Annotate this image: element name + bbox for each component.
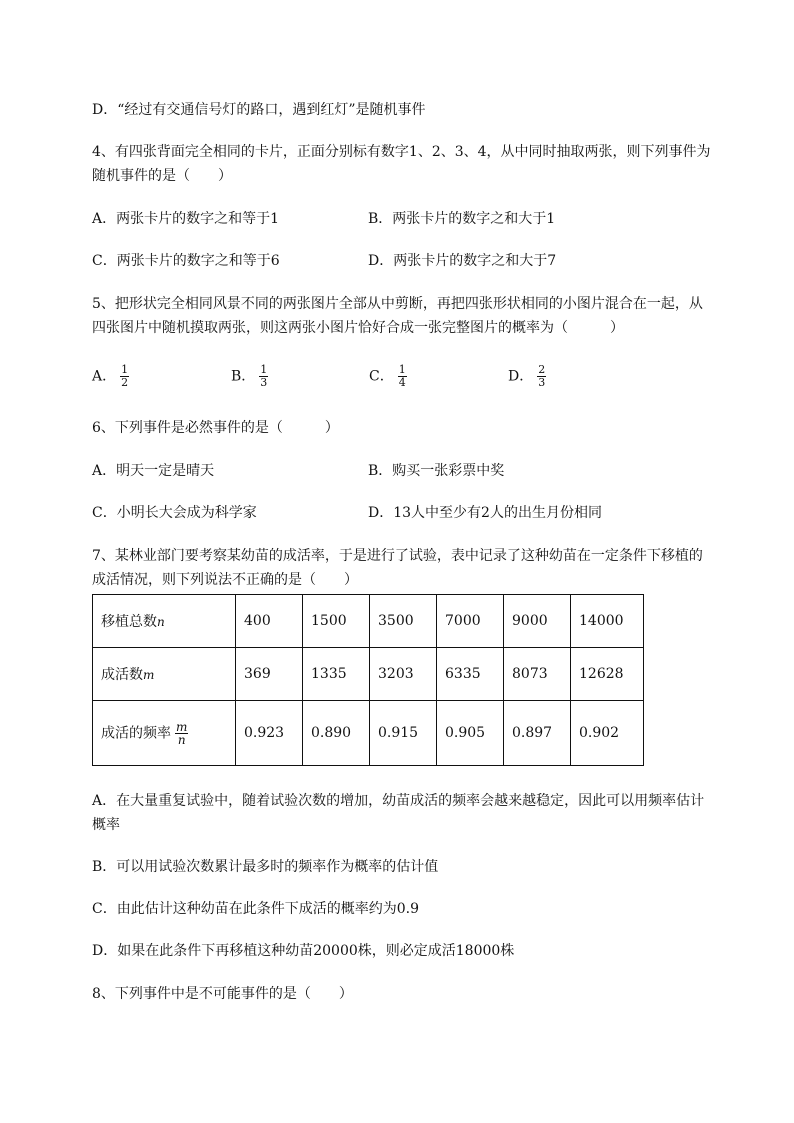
q4-stem-line1: 4、有四张背面完全相同的卡片，正面分别标有数字1、2、3、4，从中同时抽取两张，则下列事件为 — [92, 144, 711, 160]
q7-option-b: B．可以用试验次数累计最多时的频率作为概率的估计值 — [92, 859, 439, 875]
fraction: $\frac{m}{n}$ — [176, 719, 188, 747]
q3-option-d: D．“经过有交通信号灯的路口，遇到红灯”是随机事件 — [92, 102, 426, 118]
seedling-survival-table — [92, 594, 644, 766]
table-cell: 0.905 — [437, 701, 504, 766]
q4-option-d: D．两张卡片的数字之和大于7 — [368, 253, 557, 269]
table-cell: 1335 — [303, 648, 370, 701]
fraction: $\frac{2}{3}$ — [538, 363, 546, 389]
table-cell: 6335 — [437, 648, 504, 701]
table-cell: 3203 — [370, 648, 437, 701]
q5-option-c: C． $\frac{1}{4}$ — [369, 363, 406, 389]
row-header: 移植总数n — [93, 595, 236, 648]
q7-option-c: C．由此估计这种幼苗在此条件下成活的概率约为0.9 — [92, 901, 419, 917]
q4-option-a: A．两张卡片的数字之和等于1 — [92, 211, 280, 227]
q5-option-b: B． $\frac{1}{3}$ — [231, 363, 268, 389]
q7-stem-line1: 7、某林业部门要考察某幼苗的成活率，于是进行了试验，表中记录了这种幼苗在一定条件下移植的 — [92, 548, 703, 564]
table-cell: 7000 — [437, 595, 504, 648]
fraction: $\frac{1}{3}$ — [260, 363, 268, 389]
q7-option-a-line2: 概率 — [92, 817, 120, 833]
row-header: 成活的频率 $\frac{m}{n}$ — [93, 701, 236, 766]
q5-stem-line2: 四张图片中随机摸取两张，则这两张小图片恰好合成一张完整图片的概率为（ ） — [92, 320, 624, 336]
q7-option-d: D．如果在此条件下再移植这种幼苗20000株，则必定成活18000株 — [92, 943, 515, 959]
table-cell: 8073 — [504, 648, 571, 701]
q6-option-b: B．购买一张彩票中奖 — [368, 463, 505, 479]
q6-option-c: C．小明长大会成为科学家 — [92, 505, 257, 521]
row-header: 成活数m — [93, 648, 236, 701]
table-cell: 0.890 — [303, 701, 370, 766]
table-cell: 0.915 — [370, 701, 437, 766]
q5-stem-line1: 5、把形状完全相同风景不同的两张图片全部从中剪断，再把四张形状相同的小图片混合在一起，从 — [92, 296, 703, 312]
q8-stem: 8、下列事件中是不可能事件的是（ ） — [92, 986, 353, 1002]
table-cell: 369 — [236, 648, 303, 701]
q6-stem: 6、下列事件是必然事件的是（ ） — [92, 420, 339, 436]
q4-stem-line2: 随机事件的是（ ） — [92, 168, 232, 184]
q5-option-a: A． $\frac{1}{2}$ — [92, 363, 129, 389]
table-row — [93, 648, 644, 701]
q7-option-a-line1: A．在大量重复试验中，随着试验次数的增加，幼苗成活的频率会越来越稳定，因此可以用频率估计 — [92, 793, 705, 809]
q6-option-a: A．明天一定是晴天 — [92, 463, 215, 479]
fraction: $\frac{1}{4}$ — [398, 363, 406, 389]
table-cell: 0.902 — [571, 701, 644, 766]
table-row — [93, 701, 644, 766]
q4-option-b: B．两张卡片的数字之和大于1 — [368, 211, 556, 227]
table-cell: 1500 — [303, 595, 370, 648]
q5-option-d: D． $\frac{2}{3}$ — [508, 363, 546, 389]
table-cell: 0.923 — [236, 701, 303, 766]
table-cell: 9000 — [504, 595, 571, 648]
q4-option-c: C．两张卡片的数字之和等于6 — [92, 253, 280, 269]
q6-option-d: D．13人中至少有2人的出生月份相同 — [368, 505, 602, 521]
table-cell: 3500 — [370, 595, 437, 648]
table-cell: 14000 — [571, 595, 644, 648]
fraction: $\frac{1}{2}$ — [121, 363, 129, 389]
table-row — [93, 595, 644, 648]
table-cell: 400 — [236, 595, 303, 648]
table-cell: 0.897 — [504, 701, 571, 766]
table-cell: 12628 — [571, 648, 644, 701]
q7-stem-line2: 成活情况，则下列说法不正确的是（ ） — [92, 572, 358, 588]
